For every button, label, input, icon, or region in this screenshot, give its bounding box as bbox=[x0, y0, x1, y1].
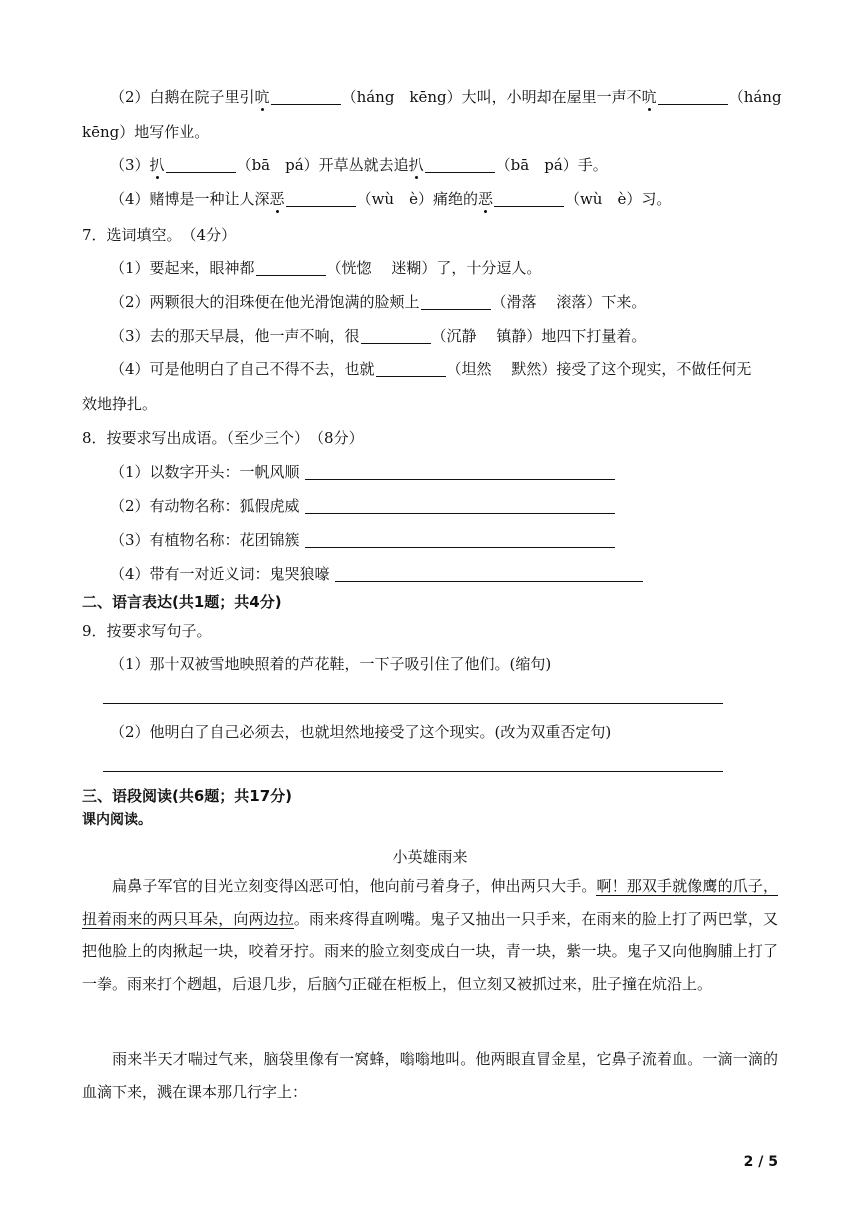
q7-item-4: （4）可是他明白了自己不得不去，也就 （坦然 默然）接受了这个现实，不做任何无 bbox=[110, 360, 752, 378]
answer-blank[interactable] bbox=[305, 497, 615, 514]
passage-paragraph-1: 扁鼻子军官的目光立刻变得凶恶可怕，他向前弓着身子，伸出两只大手。啊！那双手就像鹰的爪子，扭着雨来的两只耳朵，向两边拉。雨来疼得直咧嘴。鬼子又抽出一只手来，在雨来的脸上打了两巴掌，又把他脸上的肉揪起一块，咬着牙拧。雨来的脸立刻变成白一块，青一块，紫一块。鬼子又向他胸脯上打了一拳。雨来打个趔趄，后退几步，后脑勺正碰在柜板上，但立刻又被抓过来，肚子撞在炕沿上。 bbox=[82, 877, 778, 993]
subheading: 课内阅读。 bbox=[82, 812, 152, 828]
q9-item-1: （1）那十双被雪地映照着的芦花鞋，一下子吸引住了他们。(缩句) bbox=[110, 655, 552, 673]
underlined-sentence: 啊！那双手就像鹰的爪子，扭着雨来的两只耳朵，向两边拉 bbox=[82, 877, 778, 928]
q9-item-2: （2）他明白了自己必须去，也就坦然地接受了这个现实。(改为双重否定句) bbox=[110, 723, 612, 741]
section-heading: 三、语段阅读(共6题；共17分) bbox=[82, 787, 293, 805]
answer-blank[interactable] bbox=[335, 565, 643, 582]
q7-title: 7．选词填空。 （4分） bbox=[82, 226, 237, 244]
answer-blank[interactable] bbox=[271, 88, 341, 105]
answer-blank[interactable] bbox=[376, 360, 446, 377]
emphasis-dot-char: 吭 bbox=[641, 88, 657, 106]
page-number: 2 / 5 bbox=[743, 1154, 778, 1170]
q7-item-1: （1）要起来，眼神都 （恍惚 迷糊）了，十分逗人。 bbox=[110, 259, 542, 277]
q9-title: 9．按要求写句子。 bbox=[82, 622, 212, 640]
q8-item-1: （1）以数字开头：一帆风顺 bbox=[110, 461, 616, 483]
passage-paragraph-2: 雨来半天才喘过气来，脑袋里像有一窝蜂，嗡嗡地叫。他两眼直冒金星，它鼻子流着血。一滴一滴的血滴下来，溅在课本那几行字上： bbox=[82, 1050, 778, 1101]
emphasis-dot-char: 恶 bbox=[477, 190, 493, 208]
answer-blank[interactable] bbox=[256, 259, 326, 276]
section-heading: 二、语言表达(共1题；共4分) bbox=[82, 593, 282, 611]
q6-item-3: （3）扒 （bā pá）开草丛就去追扒 （bā pá）手。 bbox=[110, 156, 608, 174]
answer-blank[interactable] bbox=[166, 156, 236, 173]
answer-blank[interactable] bbox=[286, 190, 356, 207]
q8-item-4: （4）带有一对近义词：鬼哭狼嚎 bbox=[110, 563, 644, 585]
answer-line[interactable] bbox=[103, 771, 723, 772]
emphasis-dot-char: 恶 bbox=[269, 190, 285, 208]
q8-item-2: （2）有动物名称：狐假虎威 bbox=[110, 495, 616, 517]
q6-item-2: （2）白鹅在院子里引吭 （háng kēng）大叫，小明却在屋里一声不吭 （háng bbox=[110, 88, 782, 106]
answer-blank[interactable] bbox=[361, 327, 431, 344]
answer-blank[interactable] bbox=[494, 190, 564, 207]
q6-item-2-cont: kēng）地写作业。 bbox=[82, 123, 210, 141]
answer-blank[interactable] bbox=[305, 531, 615, 548]
passage-title: 小英雄雨来 bbox=[392, 848, 468, 866]
emphasis-dot-char: 扒 bbox=[149, 156, 165, 174]
emphasis-dot-char: 扒 bbox=[408, 156, 424, 174]
answer-blank[interactable] bbox=[425, 156, 495, 173]
q8-title: 8．按要求写出成语。（至少三个） （8分） bbox=[82, 429, 364, 447]
q7-item-3: （3）去的那天早晨，他一声不响，很 （沉静 镇静）地四下打量着。 bbox=[110, 327, 647, 345]
q7-item-4-cont: 效地挣扎。 bbox=[82, 395, 158, 413]
answer-blank[interactable] bbox=[658, 88, 728, 105]
q7-item-2: （2）两颗很大的泪珠便在他光滑饱满的脸颊上 （滑落 滚落）下来。 bbox=[110, 293, 647, 311]
answer-blank[interactable] bbox=[305, 463, 615, 480]
answer-blank[interactable] bbox=[421, 293, 491, 310]
answer-line[interactable] bbox=[103, 703, 723, 704]
emphasis-dot-char: 吭 bbox=[254, 88, 270, 106]
q6-item-4: （4）赌博是一种让人深恶 （wù è）痛绝的恶 （wù è）习。 bbox=[110, 190, 672, 208]
q8-item-3: （3）有植物名称：花团锦簇 bbox=[110, 529, 616, 551]
